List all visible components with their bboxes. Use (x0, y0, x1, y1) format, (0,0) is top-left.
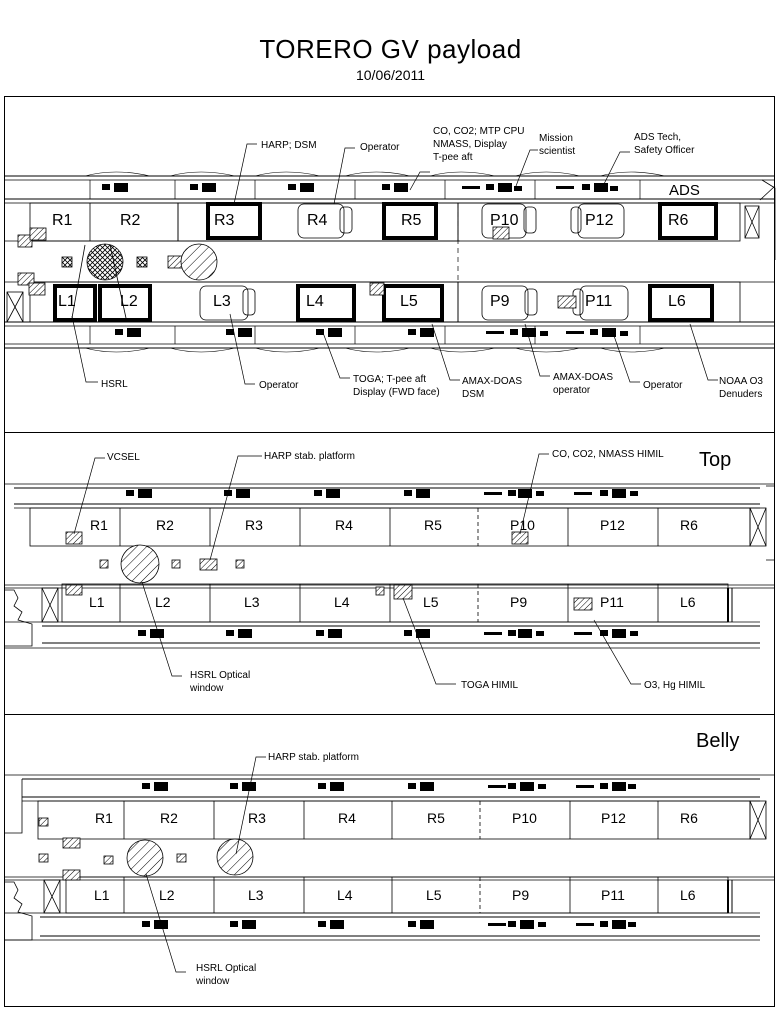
top-label-r5: R5 (424, 517, 442, 533)
belly-label-p9: P9 (512, 887, 530, 903)
callout-harp-stab-belly: HARP stab. platform (268, 752, 359, 763)
station-label-p10: P10 (490, 212, 519, 229)
callout-amaxop-line2: operator (553, 385, 591, 396)
belly-view-section (5, 752, 775, 987)
callout-operator-r4: Operator (360, 142, 400, 153)
belly-label-r4: R4 (338, 810, 356, 826)
belly-label-p10: P10 (512, 810, 537, 826)
callout-o3-himil: O3, Hg HIMIL (644, 680, 706, 691)
top-label-l3: L3 (244, 594, 260, 610)
station-label-r1: R1 (52, 212, 73, 229)
top-label-l2: L2 (155, 594, 171, 610)
page-date: 10/06/2011 (355, 67, 426, 83)
callout-amaxop-line1: AMAX-DOAS (553, 372, 614, 383)
top-label-r6: R6 (680, 517, 698, 533)
station-label-l3: L3 (213, 293, 231, 310)
station-label-p12: P12 (585, 212, 614, 229)
belly-label-l2: L2 (159, 887, 175, 903)
station-label-r5: R5 (401, 212, 422, 229)
station-label-r2: R2 (120, 212, 141, 229)
belly-label-l5: L5 (426, 887, 442, 903)
station-label-l5: L5 (400, 293, 418, 310)
belly-label-r2: R2 (160, 810, 178, 826)
callout-co-himil: CO, CO2, NMASS HIMIL (552, 449, 664, 460)
top-label-r4: R4 (335, 517, 353, 533)
belly-label-r3: R3 (248, 810, 266, 826)
top-label-p11: P11 (600, 594, 624, 610)
top-label-l6: L6 (680, 594, 696, 610)
station-label-l2: L2 (120, 293, 138, 310)
view-label-belly: Belly (696, 730, 740, 752)
callout-amax-line2: DSM (462, 389, 485, 400)
station-label-l6: L6 (668, 293, 686, 310)
belly-label-p11: P11 (601, 887, 625, 903)
station-label-r3: R3 (214, 212, 235, 229)
callout-operator-l3: Operator (259, 380, 299, 391)
belly-label-l4: L4 (337, 887, 353, 903)
callout-hsrl-window-belly-1: HSRL Optical (196, 963, 257, 974)
callout-vcsel: VCSEL (107, 452, 140, 463)
callout-co-line3: T-pee aft (433, 152, 473, 163)
top-label-l1: L1 (89, 594, 105, 610)
belly-label-r1: R1 (95, 810, 113, 826)
callout-noaa-line2: Denuders (719, 389, 763, 400)
callout-toga-line2: Display (FWD face) (353, 387, 440, 398)
callout-hsrl: HSRL (101, 379, 128, 390)
top-label-p12: P12 (600, 517, 625, 533)
belly-label-l1: L1 (94, 887, 110, 903)
callout-toga-himil: TOGA HIMIL (461, 680, 519, 691)
callout-toga-line1: TOGA; T-pee aft (353, 374, 426, 385)
callout-hsrl-window-belly-2: window (196, 976, 230, 987)
callout-co-line1: CO, CO2; MTP CPU (433, 126, 525, 137)
top-label-p10: P10 (510, 517, 535, 533)
top-label-l5: L5 (423, 594, 439, 610)
top-label-r2: R2 (156, 517, 174, 533)
page-title: TORERO GV payload (259, 34, 522, 64)
callout-ads-line1: ADS Tech, (634, 132, 682, 143)
station-label-p9: P9 (490, 293, 510, 310)
callout-hsrl-window-top-2: window (190, 683, 224, 694)
belly-label-p12: P12 (601, 810, 626, 826)
callout-co-line2: NMASS, Display (433, 139, 507, 150)
top-view-section (5, 449, 775, 694)
station-label-r6: R6 (668, 212, 689, 229)
callout-hsrl-window-top-1: HSRL Optical (190, 670, 251, 681)
station-label-p11: P11 (585, 293, 613, 310)
view-label-top: Top (699, 449, 732, 471)
top-label-l4: L4 (334, 594, 350, 610)
belly-label-r5: R5 (427, 810, 445, 826)
callout-ads-line2: Safety Officer (634, 145, 695, 156)
callout-operator-p11: Operator (643, 380, 683, 391)
belly-label-r6: R6 (680, 810, 698, 826)
callout-harp-stab-top: HARP stab. platform (264, 451, 355, 462)
belly-label-l6: L6 (680, 887, 696, 903)
callout-harp-dsm: HARP; DSM (261, 140, 317, 151)
station-label-l1: L1 (58, 293, 76, 310)
ads-label: ADS (669, 182, 700, 199)
callout-mission-line1: Mission (539, 133, 573, 144)
top-label-p9: P9 (510, 594, 528, 610)
callout-mission-line2: scientist (539, 146, 576, 157)
callout-noaa-line1: NOAA O3 (719, 376, 763, 387)
cabin-section (5, 126, 775, 400)
top-label-r3: R3 (245, 517, 263, 533)
belly-label-l3: L3 (248, 887, 264, 903)
station-label-l4: L4 (306, 293, 324, 310)
callout-amax-line1: AMAX-DOAS (462, 376, 523, 387)
station-label-r4: R4 (307, 212, 328, 229)
top-label-r1: R1 (90, 517, 108, 533)
